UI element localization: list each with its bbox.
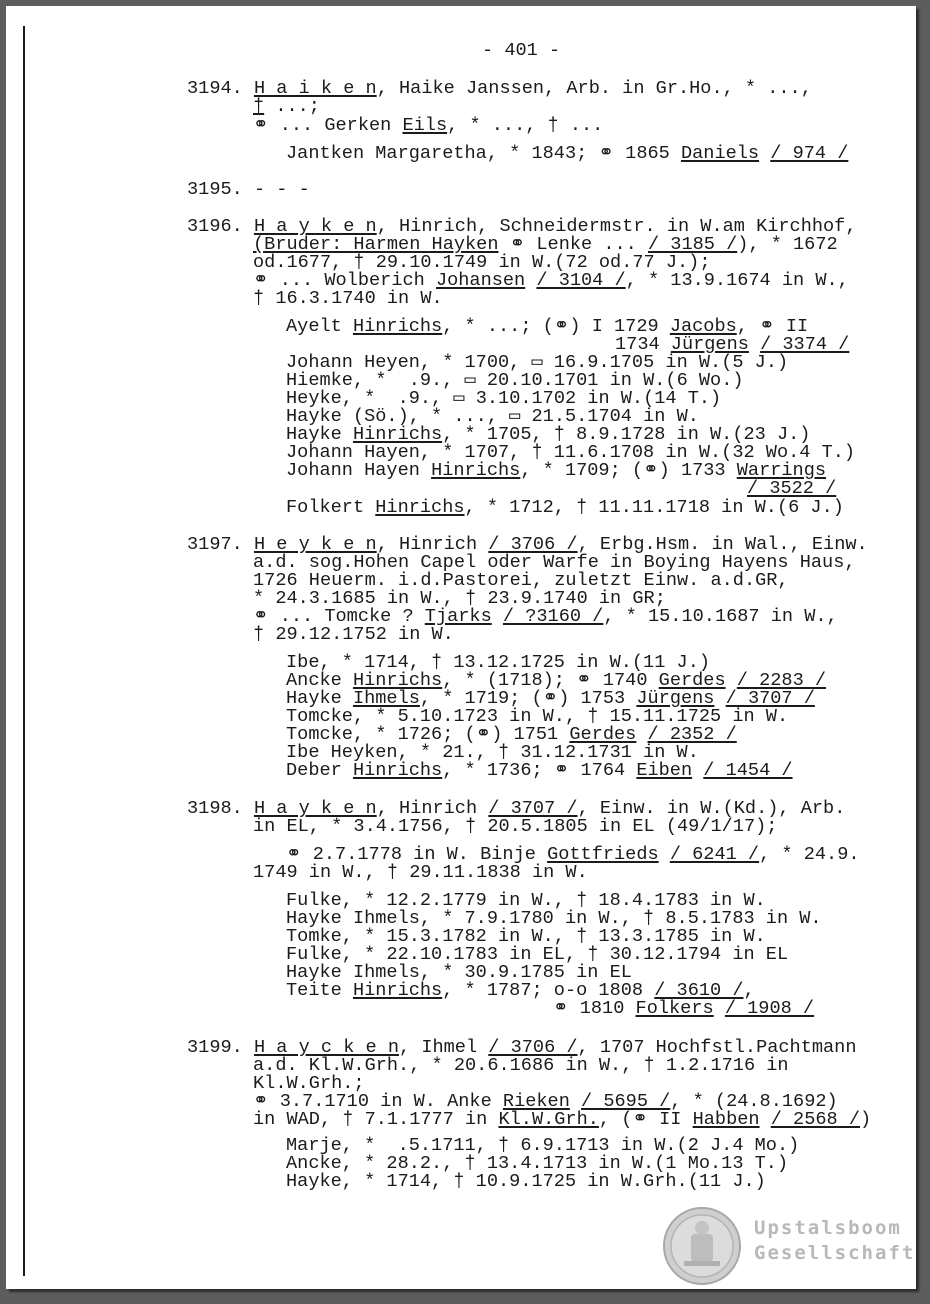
underlined-text: H a y k e n: [253, 798, 377, 819]
underlined-text: Habben: [692, 1109, 760, 1130]
text-segment: in WAD, † 7.1.1777 in: [253, 1109, 499, 1130]
text-line: [286, 499, 844, 517]
text-line: [253, 818, 777, 836]
underlined-text: Kl.W.Grh.: [498, 1109, 599, 1130]
text-segment: , * 15.10.1687 in W.,: [603, 606, 838, 627]
underlined-text: Jacobs: [669, 316, 737, 337]
text-line: [253, 290, 443, 308]
text-segment: Ibe Heyken, * 21., † 31.12.1731 in W.: [286, 742, 699, 763]
text-segment: , * 13.9.1674 in W.,: [625, 270, 849, 291]
text-segment: ⚭ Lenke ...: [498, 234, 648, 255]
text-segment: , ⚭ II: [736, 316, 809, 337]
binding-margin-line: [23, 26, 25, 1276]
text-segment: a.d. sog.Hohen Capel oder Warfe in Boying Hayens Haus,: [253, 552, 856, 573]
underlined-text: / 5695 /: [581, 1091, 671, 1112]
text-segment: [525, 270, 536, 291]
text-segment: Ancke, * 28.2., † 13.4.1713 in W.(1 Mo.13 T.): [286, 1153, 789, 1174]
text-segment: Tomke, * 15.3.1782 in W., † 13.3.1785 in W.: [286, 926, 766, 947]
text-segment: [714, 998, 725, 1019]
text-segment: , * 1719; (⚭) 1753: [419, 688, 637, 709]
text-segment: , * 24.9.: [759, 844, 860, 865]
underlined-text: H e y k e n: [253, 534, 377, 555]
text-line: [187, 181, 310, 199]
watermark-line-2: Gesellschaft: [754, 1242, 916, 1264]
text-segment: 3197.: [187, 534, 254, 555]
text-segment: * 24.3.1685 in W., † 23.9.1740 in GR;: [253, 588, 666, 609]
text-segment: 3198.: [187, 798, 254, 819]
text-segment: in EL, * 3.4.1756, † 20.5.1805 in EL (49/1/17);: [253, 816, 778, 837]
text-segment: , Hinrich: [376, 798, 489, 819]
text-segment: , * 1705, † 8.9.1728 in W.(23 J.): [442, 424, 811, 445]
text-segment: 1726 Heuerm. i.d.Pastorei, zuletzt Einw. a.d.GR,: [253, 570, 789, 591]
text-segment: , * (24.8.1692): [670, 1091, 838, 1112]
underlined-text: Hinrichs: [352, 980, 443, 1001]
text-segment: 3194.: [187, 78, 254, 99]
text-segment: , Ihmel: [399, 1037, 489, 1058]
underlined-text: Warrings: [736, 460, 827, 481]
text-segment: , * ...; (⚭) I 1729: [442, 316, 670, 337]
underlined-text: Jürgens: [670, 334, 749, 355]
underlined-text: Jürgens: [636, 688, 715, 709]
underlined-text: Daniels: [680, 143, 760, 164]
text-segment: , * (1718); ⚭ 1740: [442, 670, 659, 691]
text-segment: [659, 844, 670, 865]
text-segment: Hayke: [286, 688, 353, 709]
document-page: [6, 6, 916, 1289]
text-segment: Hayke, * 1714, † 10.9.1725 in W.Grh.(11 J.): [286, 1171, 766, 1192]
text-line: [253, 117, 603, 135]
text-segment: ⚭ ... Tomcke ?: [253, 606, 425, 627]
text-segment: ⚭ 1810: [553, 998, 636, 1019]
underlined-text: H a i k e n: [253, 78, 377, 99]
page-number: - 401 -: [482, 40, 561, 61]
text-segment: [760, 1109, 771, 1130]
text-segment: Jantken Margaretha, * 1843; ⚭ 1865: [286, 143, 681, 164]
text-segment: Ayelt: [286, 316, 353, 337]
underlined-text: Hayken: [431, 234, 499, 255]
text-segment: , * 1787; o-o 1808: [442, 980, 655, 1001]
text-segment: , Haike Janssen, Arb. in Gr.Ho., * ...,: [376, 78, 812, 99]
underlined-text: Hinrichs: [352, 760, 443, 781]
underlined-text: / 3706 /: [488, 1037, 578, 1058]
underlined-text: Hinrichs: [352, 316, 443, 337]
text-line: [253, 1111, 871, 1129]
text-line: [286, 145, 848, 163]
underlined-text: Hinrichs: [431, 460, 521, 481]
text-segment: , * 1736; ⚭ 1764: [442, 760, 637, 781]
underlined-text: / 6241 /: [669, 844, 760, 865]
underlined-text: / ?3160 /: [502, 606, 604, 627]
text-segment: Kl.W.Grh.;: [253, 1073, 365, 1094]
text-segment: Johann Hayen: [286, 460, 432, 481]
underlined-text: Eils: [402, 115, 448, 136]
text-segment: Teite: [286, 980, 353, 1001]
text-line: [253, 864, 588, 882]
text-segment: Fulke, * 12.2.1779 in W., † 18.4.1783 in W.: [286, 890, 766, 911]
text-segment: , Hinrich, Schneidermstr. in W.am Kirchhof,: [376, 216, 857, 237]
text-segment: , * 1712, † 11.11.1718 in W.(6 J.): [464, 497, 844, 518]
text-line: [253, 98, 320, 116]
underlined-text: / 2568 /: [770, 1109, 860, 1130]
text-segment: , Einw. in W.(Kd.), Arb.: [577, 798, 846, 819]
text-segment: Folkert: [286, 497, 376, 518]
text-segment: [759, 143, 770, 164]
text-segment: Ancke: [286, 670, 353, 691]
text-segment: a.d. Kl.W.Grh., * 20.6.1686 in W., † 1.2.1716 in: [253, 1055, 789, 1076]
underlined-text: / 3522 /: [747, 478, 837, 499]
text-segment: , (⚭ II: [598, 1109, 693, 1130]
underlined-text: / 3707 /: [725, 688, 815, 709]
text-segment: 3199.: [187, 1037, 254, 1058]
text-line: [286, 1173, 766, 1191]
underlined-text: / 2283 /: [736, 670, 827, 691]
text-segment: ...;: [264, 96, 320, 117]
text-segment: ⚭ ... Gerken: [253, 115, 403, 136]
underlined-text: Gerdes: [658, 670, 726, 691]
underlined-text: Hinrichs: [352, 424, 443, 445]
text-line: [253, 626, 454, 644]
text-segment: † 29.12.1752 in W.: [253, 624, 454, 645]
text-segment: ⚭ 3.7.1710 in W. Anke: [253, 1091, 503, 1112]
underlined-text: Gerdes: [569, 724, 637, 745]
text-segment: ⚭ 2.7.1778 in W. Binje: [286, 844, 548, 865]
text-segment: , * ..., † ...: [447, 115, 604, 136]
text-segment: Hayke (Sö.), * ..., ▭ 21.5.1704 in W.: [286, 406, 699, 427]
text-line: [286, 462, 826, 480]
text-segment: , Erbg.Hsm. in Wal., Einw.: [577, 534, 868, 555]
text-line: [286, 762, 793, 780]
text-segment: ): [860, 1109, 872, 1130]
underlined-text: / 3707 /: [488, 798, 578, 819]
underlined-text: Johansen: [435, 270, 526, 291]
upstalsboom-seal-icon: [662, 1206, 742, 1286]
underlined-text: / 3374 /: [760, 334, 850, 355]
underlined-text: †: [253, 96, 265, 117]
text-segment: Fulke, * 22.10.1783 in EL, † 30.12.1794 in EL: [286, 944, 789, 965]
text-segment: Tomcke, * 1726; (⚭) 1751: [286, 724, 570, 745]
underlined-text: Eiben: [636, 760, 693, 781]
underlined-text: Hinrichs: [375, 497, 465, 518]
text-segment: Ibe, * 1714, † 13.12.1725 in W.(11 J.): [286, 652, 711, 673]
text-segment: od.1677, † 29.10.1749 in W.(72 od.77 J.);: [253, 252, 711, 273]
text-segment: Johann Hayen, * 1707, † 11.6.1708 in W.(32 Wo.4 T.): [286, 442, 856, 463]
text-line: [747, 480, 836, 498]
text-segment: [492, 606, 503, 627]
text-segment: ,: [743, 980, 755, 1001]
text-segment: Tomcke, * 5.10.1723 in W., † 15.11.1725 in W.: [286, 706, 789, 727]
text-segment: Deber: [286, 760, 353, 781]
underlined-text: H a y c k e n: [253, 1037, 400, 1058]
underlined-text: / 2352 /: [647, 724, 737, 745]
underlined-text: H a y k e n: [253, 216, 377, 237]
text-segment: 3196.: [187, 216, 254, 237]
text-segment: , Hinrich: [376, 534, 489, 555]
underlined-text: Rieken: [502, 1091, 570, 1112]
text-segment: Hiemke, * .9., ▭ 20.10.1701 in W.(6 Wo.): [286, 370, 744, 391]
watermark-line-1: Upstalsboom: [754, 1217, 902, 1239]
text-segment: Hayke Ihmels, * 30.9.1785 in EL: [286, 962, 632, 983]
underlined-text: / 974 /: [770, 143, 849, 164]
text-segment: 3195. - - -: [187, 179, 310, 200]
underlined-text: / 3610 /: [654, 980, 744, 1001]
text-line: [553, 1000, 814, 1018]
text-segment: , 1707 Hochfstl.Pachtmann: [577, 1037, 857, 1058]
underlined-text: / 1454 /: [703, 760, 793, 781]
underlined-text: Tjarks: [424, 606, 492, 627]
text-segment: 1734: [615, 334, 671, 355]
text-segment: Marje, * .5.1711, † 6.9.1713 in W.(2 J.4 Mo.): [286, 1135, 800, 1156]
underlined-text: Gottfrieds: [547, 844, 659, 865]
text-segment: Heyke, * .9., ▭ 3.10.1702 in W.(14 T.): [286, 388, 722, 409]
text-segment: ), * 1672: [737, 234, 838, 255]
underlined-text: / 3706 /: [488, 534, 578, 555]
underlined-text: / 3185 /: [647, 234, 738, 255]
text-segment: 1749 in W., † 29.11.1838 in W.: [253, 862, 588, 883]
text-segment: [692, 760, 703, 781]
underlined-text: Folkers: [635, 998, 714, 1019]
underlined-text: Ihmels: [352, 688, 420, 709]
text-segment: , * 1709; (⚭) 1733: [520, 460, 737, 481]
underlined-text: / 1908 /: [724, 998, 815, 1019]
text-segment: ⚭ ... Wolberich: [253, 270, 436, 291]
underlined-text: (Bruder: Harmen: [253, 234, 432, 255]
underlined-text: Hinrichs: [352, 670, 443, 691]
underlined-text: / 3104 /: [536, 270, 626, 291]
text-segment: Hayke Ihmels, * 7.9.1780 in W., † 8.5.1783 in W.: [286, 908, 822, 929]
text-segment: Hayke: [286, 424, 353, 445]
text-segment: Johann Heyen, * 1700, ▭ 16.9.1705 in W.(5 J.): [286, 352, 789, 373]
text-segment: † 16.3.1740 in W.: [253, 288, 443, 309]
